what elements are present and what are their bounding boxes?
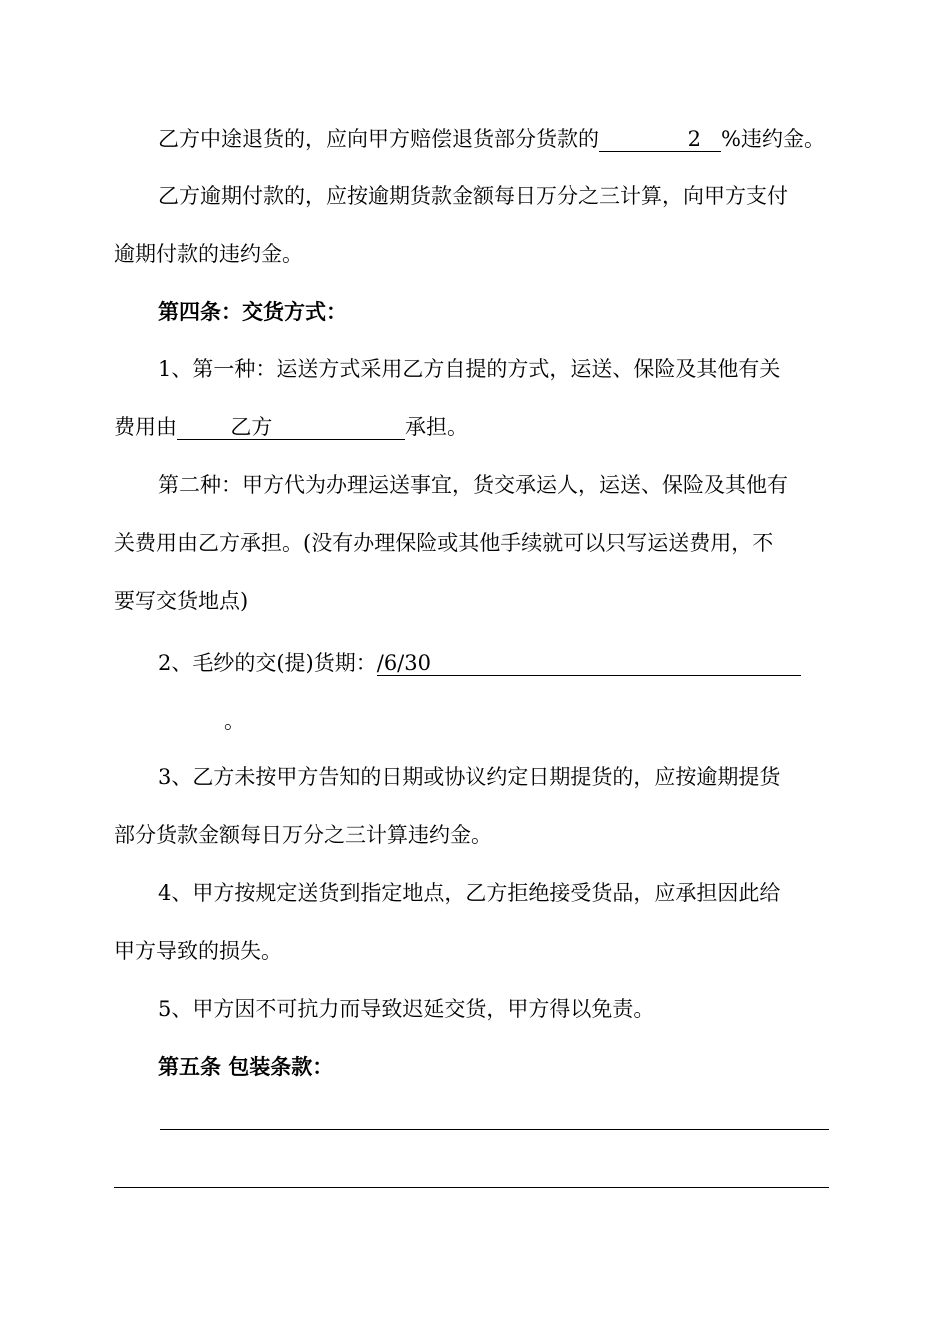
item-3-delivery-date (158, 648, 878, 678)
item-1-line2 (114, 412, 834, 442)
clause-return-penalty (158, 124, 878, 154)
item-3-end-mark: 。 (224, 709, 245, 733)
clause-text: %违约金。 (721, 127, 825, 151)
fill-blank-percent (599, 127, 721, 152)
fill-blank-value: 乙方 (230, 415, 273, 439)
fill-blank-value: /6/30 (376, 651, 431, 675)
item-4-line1: 3、乙方未按甲方告知的日期或协议约定日期提货的，应按逾期提货 (158, 765, 781, 789)
clause-late-payment-line2: 逾期付款的违约金。 (114, 242, 303, 266)
item-5-line2: 甲方导致的损失。 (114, 939, 282, 963)
clause-text: 承担。 (405, 415, 468, 439)
item-2-line3: 要写交货地点) (114, 589, 249, 613)
blank-writing-line-1 (160, 1129, 829, 1130)
clause-text: 费用由 (114, 415, 177, 439)
fill-blank-value: 2 (687, 127, 701, 151)
article-5-heading: 第五条 包装条款： (158, 1054, 334, 1079)
fill-blank-party (177, 415, 405, 440)
item-1-line1: 1、第一种：运送方式采用乙方自提的方式，运送、保险及其他有关 (158, 357, 781, 381)
item-5-line1: 4、甲方按规定送货到指定地点，乙方拒绝接受货品，应承担因此给 (158, 881, 781, 905)
clause-text: 乙方中途退货的，应向甲方赔偿退货部分货款的 (158, 127, 599, 151)
item-2-line2: 关费用由乙方承担。(没有办理保险或其他手续就可以只写运送费用，不 (114, 531, 774, 555)
article-4-heading: 第四条：交货方式： (158, 299, 347, 324)
item-2-line1: 第二种：甲方代为办理运送事宜，货交承运人，运送、保险及其他有 (158, 473, 788, 497)
item-6: 5、甲方因不可抗力而导致迟延交货，甲方得以免责。 (158, 997, 655, 1021)
clause-text: 2、毛纱的交(提)货期： (158, 651, 377, 675)
item-4-line2: 部分货款金额每日万分之三计算违约金。 (114, 823, 492, 847)
fill-blank-date (377, 651, 801, 676)
clause-late-payment-line1: 乙方逾期付款的，应按逾期货款金额每日万分之三计算，向甲方支付 (158, 184, 788, 208)
blank-writing-line-2 (114, 1187, 829, 1188)
